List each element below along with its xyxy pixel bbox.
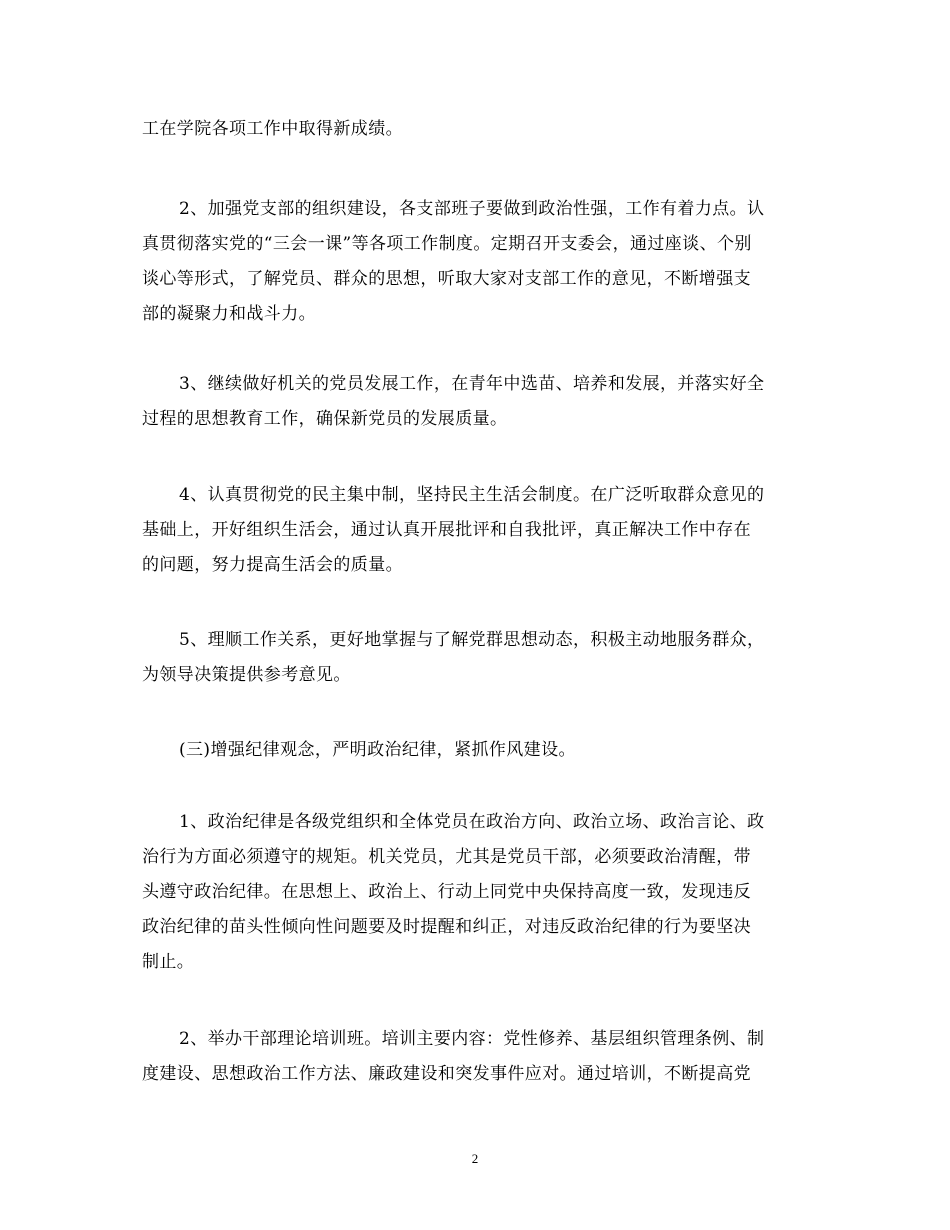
paragraph-line: 2、举办干部理论培训班。培训主要内容：党性修养、基层组织管理条例、制 [179,1029,765,1049]
paragraph-item-5 [142,623,807,693]
paragraph-line: 4、认真贯彻党的民主集中制，坚持民主生活会制度。在广泛听取群众意见的 [179,485,765,505]
paragraph-line: 1、政治纪律是各级党组织和全体党员在政治方向、政治立场、政治言论、政 [179,812,765,832]
paragraph-line: 3、继续做好机关的党员发展工作，在青年中选苗、培养和发展，并落实好全 [179,374,765,394]
section-heading [142,733,807,768]
paragraph-discipline-2 [142,1022,807,1092]
page-number: 2 [471,1151,479,1166]
paragraph-continuation [142,112,807,147]
paragraph-line: 为领导决策提供参考意见。 [142,665,351,685]
paragraph-line: 谈心等形式，了解党员、群众的思想，听取大家对支部工作的意见，不断增强支 [142,269,751,289]
paragraph-item-3 [142,367,807,437]
paragraph-line: 5、理顺工作关系，更好地掌握与了解党群思想动态，积极主动地服务群众， [179,630,765,650]
paragraph-discipline-1 [142,805,807,980]
paragraph-line: 真贯彻落实党的“三会一课”等各项工作制度。定期召开支委会，通过座谈、个别 [142,234,752,254]
paragraph-item-2 [142,192,807,332]
paragraph-line: 度建设、思想政治工作方法、廉政建设和突发事件应对。通过培训，不断提高党 [142,1064,751,1084]
paragraph-line: 2、加强党支部的组织建设，各支部班子要做到政治性强，工作有着力点。认 [179,199,765,219]
paragraph-line: 治行为方面必须遵守的规矩。机关党员，尤其是党员干部，必须要政治清醒，带 [142,847,751,867]
paragraph-item-4 [142,478,807,583]
section-heading-text: (三)增强纪律观念，严明政治纪律，紧抓作风建设。 [179,740,576,760]
paragraph-line: 的问题，努力提高生活会的质量。 [142,555,403,575]
paragraph-line: 头遵守政治纪律。在思想上、政治上、行动上同党中央保持高度一致，发现违反 [142,882,751,902]
paragraph-line: 政治纪律的苗头性倾向性问题要及时提醒和纠正，对违反政治纪律的行为要坚决 [142,917,751,937]
paragraph-line: 过程的思想教育工作，确保新党员的发展质量。 [142,409,508,429]
paragraph-line: 工在学院各项工作中取得新成绩。 [142,119,403,139]
paragraph-line: 制止。 [142,952,195,972]
paragraph-line: 部的凝聚力和战斗力。 [142,304,316,324]
paragraph-line: 基础上，开好组织生活会，通过认真开展批评和自我批评，真正解决工作中存在 [142,520,751,540]
